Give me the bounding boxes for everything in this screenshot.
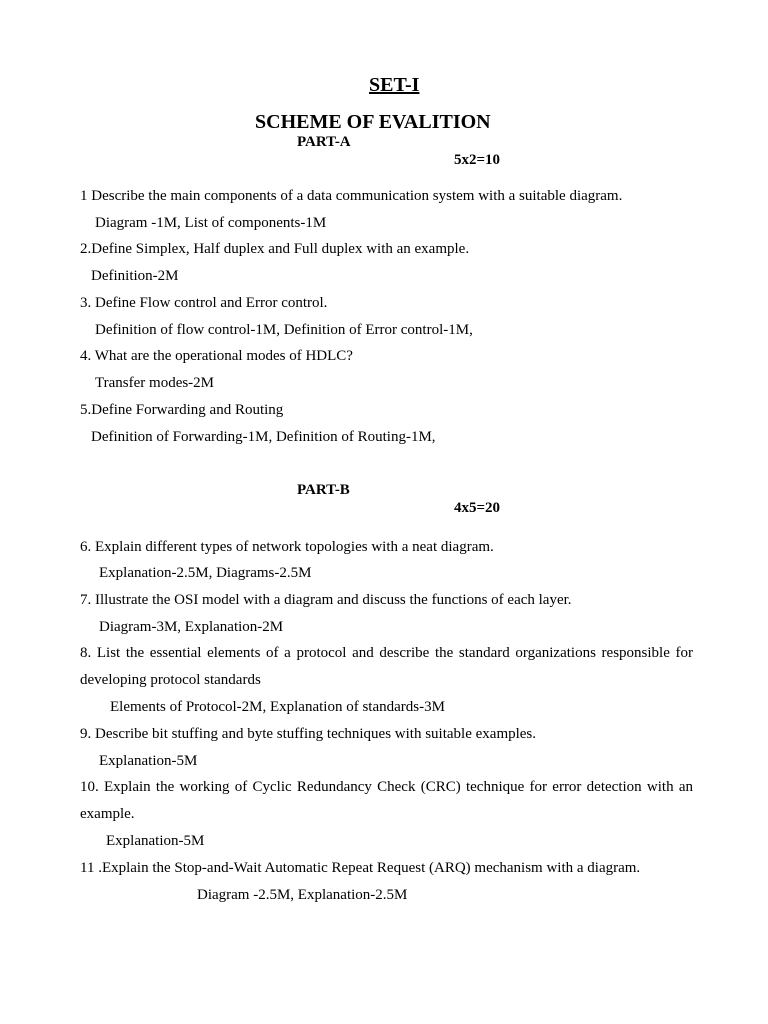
question-7: 7. Illustrate the OSI model with a diagram and discuss the functions of each layer. — [80, 592, 572, 608]
scheme-heading: SCHEME OF EVALITION — [255, 111, 491, 133]
scheme-5: Definition of Forwarding-1M, Definition of Routing-1M, — [91, 429, 436, 445]
scheme-6: Explanation-2.5M, Diagrams-2.5M — [99, 565, 312, 581]
scheme-3: Definition of flow control-1M, Definition of Error control-1M, — [95, 322, 473, 338]
part-a-label: PART-A — [297, 134, 351, 150]
question-4: 4. What are the operational modes of HDLC? — [80, 348, 353, 364]
question-1: 1 Describe the main components of a data communication system with a suitable diagram. — [80, 188, 623, 204]
question-8-line-1: 8. List the essential elements of a protocol and describe the standard organizations responsible for — [80, 645, 693, 661]
set-title: SET-I — [369, 74, 420, 96]
scheme-7: Diagram-3M, Explanation-2M — [99, 619, 284, 635]
part-b-label: PART-B — [297, 482, 350, 498]
question-11: 11 .Explain the Stop-and-Wait Automatic Repeat Request (ARQ) mechanism with a diagram. — [80, 860, 641, 876]
scheme-10: Explanation-5M — [106, 833, 205, 849]
scheme-2: Definition-2M — [91, 268, 179, 284]
question-10-line-2: example. — [80, 806, 135, 822]
question-8-line-2: developing protocol standards — [80, 672, 261, 688]
part-a-marks: 5x2=10 — [454, 152, 501, 168]
scheme-8: Elements of Protocol-2M, Explanation of standards-3M — [110, 699, 445, 715]
scheme-9: Explanation-5M — [99, 753, 198, 769]
scheme-11: Diagram -2.5M, Explanation-2.5M — [197, 887, 408, 903]
question-6: 6. Explain different types of network topologies with a neat diagram. — [80, 539, 494, 555]
scheme-4: Transfer modes-2M — [95, 375, 215, 391]
question-2: 2.Define Simplex, Half duplex and Full duplex with an example. — [80, 241, 470, 257]
part-b-marks: 4x5=20 — [454, 500, 501, 516]
question-5: 5.Define Forwarding and Routing — [80, 402, 284, 418]
scheme-1: Diagram -1M, List of components-1M — [95, 215, 327, 231]
question-10-line-1: 10. Explain the working of Cyclic Redundancy Check (CRC) technique for error detection with an — [80, 779, 693, 795]
question-3: 3. Define Flow control and Error control. — [80, 295, 328, 311]
question-9: 9. Describe bit stuffing and byte stuffing techniques with suitable examples. — [80, 726, 537, 742]
